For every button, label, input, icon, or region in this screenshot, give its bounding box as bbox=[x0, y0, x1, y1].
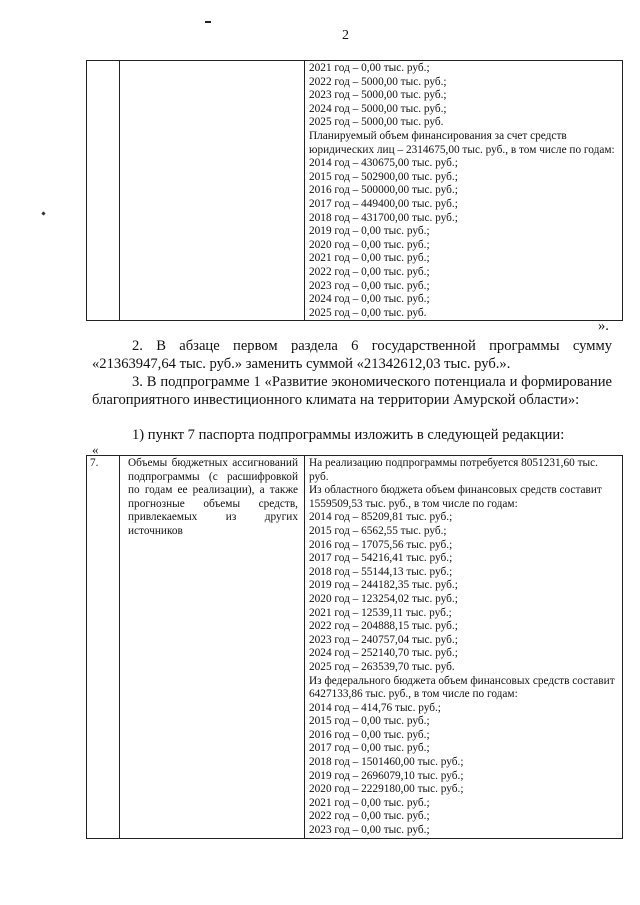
scan-speck bbox=[41, 211, 45, 215]
funding-line: 2023 год – 5000,00 тыс. руб.; bbox=[309, 89, 447, 102]
funding-line: 2019 год – 0,00 тыс. руб.; bbox=[309, 225, 430, 238]
funding-line: 2014 год – 414,76 тыс. руб.; bbox=[309, 701, 441, 714]
funding-line: 2019 год – 2696079,10 тыс. руб.; bbox=[309, 769, 464, 782]
funding-line: 2018 год – 431700,00 тыс. руб.; bbox=[309, 211, 458, 224]
funding-line: 2020 год – 123254,02 тыс. руб.; bbox=[309, 592, 458, 605]
funding-line: 2024 год – 0,00 тыс. руб.; bbox=[309, 293, 430, 306]
funding-line: 2022 год – 204888,15 тыс. руб.; bbox=[309, 620, 458, 633]
funding-line: 2025 год – 0,00 тыс. руб. bbox=[309, 306, 427, 319]
funding-line: 2022 год – 5000,00 тыс. руб.; bbox=[309, 75, 447, 88]
funding-line: 2024 год – 5000,00 тыс. руб.; bbox=[309, 102, 447, 115]
paragraph-3: 3. В подпрограмме 1 «Развитие экономического потенциала и формирование благоприятного инвестиционного климата на территории Амурской области»: bbox=[92, 374, 612, 408]
table1-label-cell bbox=[120, 61, 305, 321]
funding-line: 2021 год – 12539,11 тыс. руб.; bbox=[309, 606, 452, 619]
funding-line: 2015 год – 0,00 тыс. руб.; bbox=[309, 715, 430, 728]
funding-line: Из областного бюджета объем финансовых средств составит 1559509,53 тыс. руб., в том числе по годам: bbox=[309, 484, 602, 510]
table1-number-cell bbox=[87, 61, 120, 321]
funding-line: 2025 год – 5000,00 тыс. руб. bbox=[309, 116, 444, 129]
funding-line: 2021 год – 0,00 тыс. руб.; bbox=[309, 62, 430, 74]
funding-line: 2021 год – 0,00 тыс. руб.; bbox=[309, 252, 430, 265]
funding-line: 2014 год – 85209,81 тыс. руб.; bbox=[309, 511, 453, 524]
funding-line: 2022 год – 0,00 тыс. руб.; bbox=[309, 810, 430, 823]
funding-line: 2016 год – 0,00 тыс. руб.; bbox=[309, 728, 430, 741]
funding-line: 2015 год – 502900,00 тыс. руб.; bbox=[309, 170, 458, 183]
table2-funding-cell bbox=[305, 456, 623, 839]
funding-line: Планируемый объем финансирования за счет средств юридических лиц – 2314675,00 тыс. руб., в том числе по годам: bbox=[309, 129, 615, 156]
page-number: 2 bbox=[342, 28, 349, 43]
paragraph-4: 1) пункт 7 паспорта подпрограммы изложить в следующей редакции: bbox=[132, 427, 565, 443]
paragraph-2: 2. В абзаце первом раздела 6 государственной программы сумму «21363947,64 тыс. руб.» заменить суммой «21342612,03 тыс. руб.». bbox=[92, 338, 612, 372]
item-label: Объемы бюджетных ассигнований подпрограммы (с расшифровкой по годам ее реализации), а также прогнозные объемы средств, привлекаемых из других источников bbox=[120, 456, 305, 839]
funding-line: 2023 год – 240757,04 тыс. руб.; bbox=[309, 633, 458, 646]
funding-line: 2017 год – 0,00 тыс. руб.; bbox=[309, 742, 430, 755]
funding-line: Из федерального бюджета объем финансовых средств составит 6427133,86 тыс. руб., в том числе по годам: bbox=[309, 674, 615, 701]
continuation-table bbox=[86, 60, 623, 321]
scan-mark bbox=[205, 21, 211, 23]
funding-line: 2022 год – 0,00 тыс. руб.; bbox=[309, 265, 430, 278]
funding-line: 2018 год – 55144,13 тыс. руб.; bbox=[309, 565, 453, 578]
funding-line: 2025 год – 263539,70 тыс. руб. bbox=[309, 660, 455, 673]
funding-line: 2021 год – 0,00 тыс. руб.; bbox=[309, 796, 430, 809]
table1-funding-cell bbox=[305, 61, 623, 321]
funding-line: 2017 год – 449400,00 тыс. руб.; bbox=[309, 197, 458, 210]
closing-quote: ». bbox=[598, 318, 609, 334]
funding-line: 2023 год – 0,00 тыс. руб.; bbox=[309, 824, 430, 837]
funding-line: 2020 год – 0,00 тыс. руб.; bbox=[309, 238, 430, 251]
funding-line: 2023 год – 0,00 тыс. руб.; bbox=[309, 279, 430, 292]
funding-line: 2017 год – 54216,41 тыс. руб.; bbox=[309, 552, 453, 565]
funding-line: 2014 год – 430675,00 тыс. руб.; bbox=[309, 157, 458, 170]
funding-line: 2015 год – 6562,55 тыс. руб.; bbox=[309, 524, 447, 537]
opening-quote: « bbox=[92, 442, 99, 457]
funding-line: 2019 год – 244182,35 тыс. руб.; bbox=[309, 579, 458, 592]
funding-line: 2020 год – 2229180,00 тыс. руб.; bbox=[309, 783, 464, 796]
passport-table bbox=[86, 455, 623, 839]
funding-line: На реализацию подпрограммы потребуется 8051231,60 тыс. руб. bbox=[309, 457, 598, 483]
funding-line: 2024 год – 252140,70 тыс. руб.; bbox=[309, 647, 458, 660]
funding-line: 2016 год – 17075,56 тыс. руб.; bbox=[309, 538, 453, 551]
funding-line: 2016 год – 500000,00 тыс. руб.; bbox=[309, 184, 458, 197]
funding-line: 2018 год – 1501460,00 тыс. руб.; bbox=[309, 756, 464, 769]
item-number: 7. bbox=[87, 456, 120, 839]
